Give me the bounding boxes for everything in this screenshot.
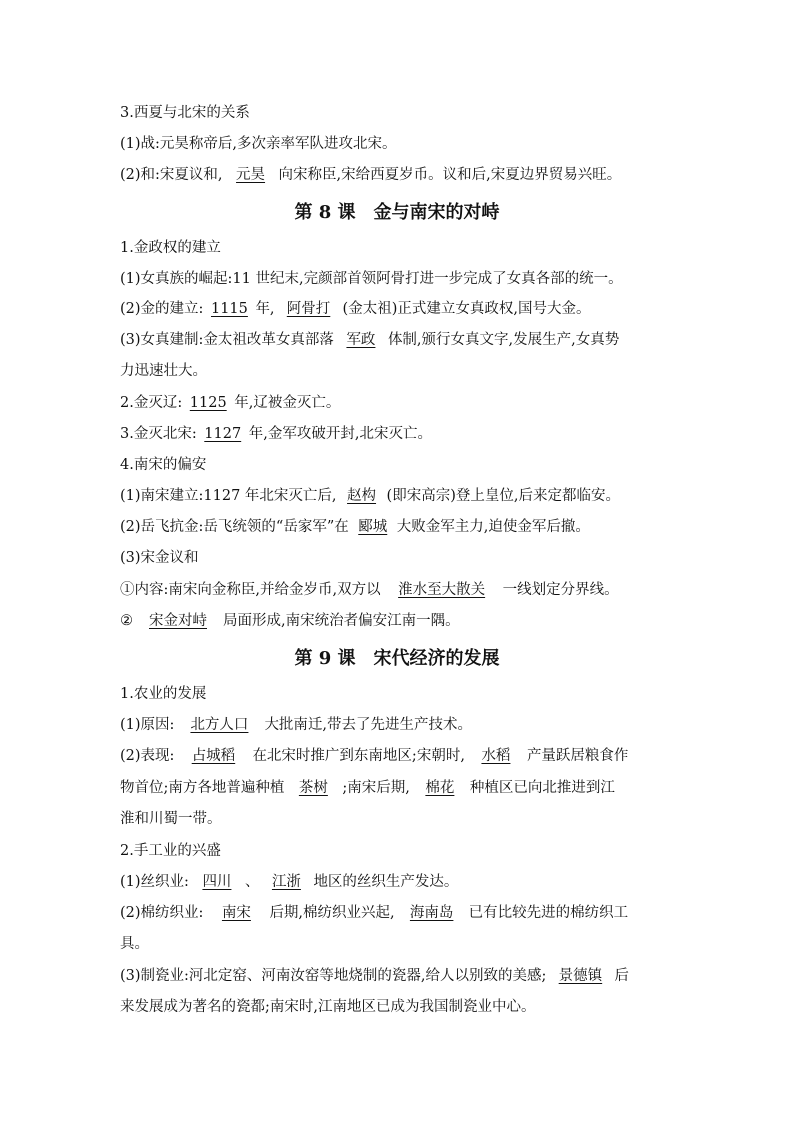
text-line (120, 872, 680, 892)
text-segment: 年,辽被金灭亡。 (234, 395, 341, 411)
answer-blank: 棉花 (425, 780, 455, 796)
lesson-heading: 第 9 课 宋代经济的发展 (294, 648, 500, 669)
text-segment: ② (120, 613, 133, 629)
answer-blank: 阿骨打 (286, 301, 331, 317)
text-segment: 种植区已向北推进到江 (469, 780, 615, 796)
text-segment: 大批南迁,带去了先进生产技术。 (264, 717, 473, 733)
text-segment: (1)原因: (120, 717, 175, 733)
answer-blank: 1127 (204, 426, 242, 442)
text-line (120, 299, 680, 319)
text-segment: (3)女真建制:金太祖改革女真部落 (120, 332, 334, 348)
answer-blank: 四川 (202, 874, 232, 890)
text-line: 来发展成为著名的瓷都;南宋时,江南地区已成为我国制瓷业中心。 (120, 999, 536, 1015)
text-segment: 2.金灭辽: (120, 395, 183, 411)
lesson-heading: 第 8 课 金与南宋的对峙 (294, 202, 500, 223)
text-segment: 已有比较先进的棉纺织工 (468, 905, 629, 921)
text-segment: 体制,颁行女真文字,发展生产,女真势 (387, 332, 620, 348)
text-line (120, 611, 680, 631)
text-segment: ;南宋后期, (342, 780, 410, 796)
text-line (120, 393, 680, 413)
text-segment: 产量跃居粮食作 (526, 748, 629, 764)
text-line (120, 517, 680, 537)
text-segment: (2)表现: (120, 748, 175, 764)
answer-blank: 景德镇 (558, 968, 603, 984)
text-line (120, 424, 680, 444)
text-line (120, 966, 680, 986)
answer-blank: 海南岛 (409, 905, 454, 921)
text-segment: (2)棉纺织业: (120, 905, 204, 921)
text-segment: ①内容:南宋向金称臣,并给金岁币,双方以 (120, 582, 381, 598)
text-segment: 局面形成,南宋统治者偏安江南一隅。 (223, 613, 460, 629)
text-line: 力迅速壮大。 (120, 363, 207, 379)
text-line (120, 486, 680, 506)
text-line (120, 715, 680, 735)
text-segment: (2)金的建立: (120, 301, 204, 317)
text-segment: 地区的丝织生产发达。 (313, 874, 459, 890)
answer-blank: 赵构 (347, 488, 377, 504)
text-line (120, 903, 680, 923)
text-segment: 、 (244, 874, 260, 890)
text-line: 淮和川蜀一带。 (120, 811, 222, 827)
answer-blank: 淮水至大散关 (398, 582, 486, 598)
answer-blank: 1115 (210, 301, 248, 317)
text-line (120, 330, 680, 350)
text-line (120, 580, 680, 600)
text-segment: 年,金军攻破开封,北宋灭亡。 (248, 426, 432, 442)
text-segment: 大败金军主力,迫使金军后撤。 (396, 519, 590, 535)
text-line: (3)宋金议和 (120, 550, 199, 566)
answer-blank: 北方人口 (190, 717, 249, 733)
answer-blank: 宋金对峙 (149, 613, 207, 629)
text-segment: (即宋高宗)登上皇位,后来定都临安。 (386, 488, 620, 504)
text-line: 具。 (120, 936, 149, 952)
text-line: (1)女真族的崛起:11 世纪末,完颜部首领阿骨打进一步完成了女真各部的统一。 (120, 271, 623, 287)
answer-blank: 郾城 (358, 519, 388, 535)
section-title: 1.金政权的建立 (120, 240, 221, 256)
text-segment: 物首位;南方各地普遍种植 (120, 780, 285, 796)
text-segment: (2)岳飞抗金:岳飞统领的“岳家军”在 (120, 519, 349, 535)
answer-blank: 占城稻 (191, 748, 236, 764)
section-title: 1.农业的发展 (120, 686, 207, 702)
text-segment: (2)和:宋夏议和, (120, 167, 223, 183)
text-line (120, 746, 680, 766)
answer-blank: 元昊 (236, 167, 266, 183)
section-title: 3.西夏与北宋的关系 (120, 105, 250, 121)
text-line (120, 778, 680, 798)
text-segment: 在北宋时推广到东南地区;宋朝时, (252, 748, 465, 764)
section-title: 4.南宋的偏安 (120, 457, 207, 473)
answer-blank: 茶树 (298, 780, 328, 796)
text-segment: 一线划定分界线。 (502, 582, 619, 598)
text-segment: 向宋称臣,宋给西夏岁币。议和后,宋夏边界贸易兴旺。 (278, 167, 622, 183)
answer-blank: 南宋 (221, 905, 251, 921)
text-segment: (1)南宋建立:1127 年北宋灭亡后, (120, 488, 337, 504)
text-segment: (金太祖)正式建立女真政权,国号大金。 (342, 301, 591, 317)
section-title: 2.手工业的兴盛 (120, 843, 221, 859)
answer-blank: 江浙 (271, 874, 301, 890)
text-segment: (3)制瓷业:河北定窑、河南汝窑等地烧制的瓷器,给人以别致的美感; (120, 968, 547, 984)
text-segment: 后 (614, 968, 629, 984)
text-segment: (1)丝织业: (120, 874, 189, 890)
text-segment: 后期,棉纺织业兴起, (269, 905, 395, 921)
text-segment: 年, (255, 301, 275, 317)
text-line: (1)战:元昊称帝后,多次亲率军队进攻北宋。 (120, 136, 397, 152)
answer-blank: 1125 (189, 395, 227, 411)
answer-blank: 军政 (346, 332, 376, 348)
answer-blank: 水稻 (481, 748, 511, 764)
text-line (120, 165, 680, 185)
text-segment: 3.金灭北宋: (120, 426, 197, 442)
